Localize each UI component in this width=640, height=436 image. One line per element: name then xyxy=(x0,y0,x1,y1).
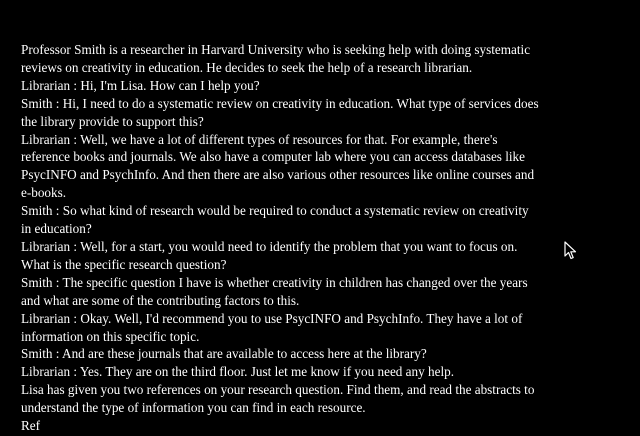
truncated-line: Ref xyxy=(21,418,41,434)
smith-line: Smith : The specific question I have is whether creativity in children has changed over the years and what are some of the contributing factors to this. xyxy=(21,274,528,308)
instruction-paragraph: Lisa has given you two references on your research question. Find them, and read the abstracts to understand the type of information you can find in each resource. xyxy=(21,382,535,416)
dialogue-transcript xyxy=(21,41,541,435)
librarian-line: Librarian : Hi, I'm Lisa. How can I help you? xyxy=(21,77,260,93)
librarian-line: Librarian : Yes. They are on the third floor. Just let me know if you need any help. xyxy=(21,364,455,380)
librarian-line: Librarian : Well, for a start, you would need to identify the problem that you want to focus on. What is the specific research question? xyxy=(21,238,518,272)
smith-line: Smith : Hi, I need to do a systematic review on creativity in education. What type of services does the library provide to support this? xyxy=(21,95,539,129)
smith-line: Smith : And are these journals that are available to access here at the library? xyxy=(21,346,427,362)
librarian-line: Librarian : Okay. Well, I'd recommend you to use PsycINFO and PsychInfo. They have a lot of information on this specific topic. xyxy=(21,310,523,344)
librarian-line: Librarian : Well, we have a lot of different types of resources for that. For example, there's reference books and journals. We also have a computer lab where you can access databases like PsycINFO and PsychInfo. And then there are also various other resources like online courses and e-books. xyxy=(21,131,535,201)
smith-line: Smith : So what kind of research would be required to conduct a systematic review on creativity in education? xyxy=(21,203,529,237)
intro-paragraph: Professor Smith is a researcher in Harvard University who is seeking help with doing systematic reviews on creativity in education. He decides to seek the help of a research librarian. xyxy=(21,42,531,75)
mouse-pointer-icon xyxy=(564,241,578,261)
